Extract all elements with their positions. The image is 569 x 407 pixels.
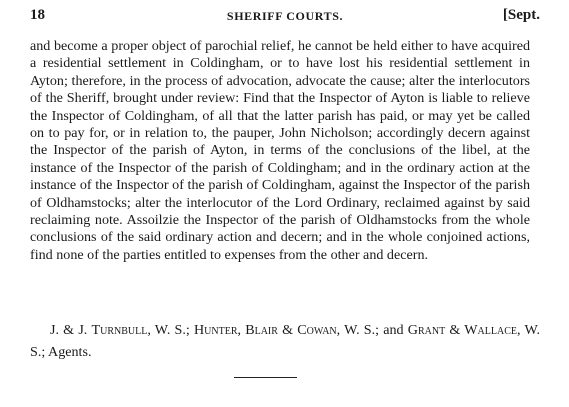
agent-firm-turnbull: Turnbull xyxy=(91,322,148,338)
section-divider-rule xyxy=(234,377,297,378)
body-paragraph: and become a proper object of parochial relief, he cannot be held either to have acquired a residential settlement in Coldingham, or to have lost his residential settlement in Ayton; therefore, in the process of advocation, advocate the cause; alter the interlocutors of the Sheriff, brought under review: Find that the Inspector of Ayton is liable to relieve the Inspector of Coldingham, of all that the latter parish has paid, or may yet be called on to pay for, or in relation to, the pauper, John Nicholson; accordingly decern against the Inspector of the parish of Ayton, in terms of the conclusions of the libel, at the instance of the Inspector of the parish of Coldingham; and in the ordinary action at the instance of the Inspector of the parish of Coldingham, against the Inspector of the parish of Oldhamstocks; alter the interlocutor of the Lord Ordinary, reclaimed against by said reclaiming note. Assoilzie the Inspector of the parish of Oldhamstocks from the whole conclusions of the said ordinary action and decern; and in the whole conjoined actions, find none of the parties entitled to expenses from the other and decern. xyxy=(30,38,530,263)
running-head xyxy=(30,7,540,29)
agents-separator-1: , W. S.; xyxy=(147,322,194,338)
running-title: SHERIFF COURTS. xyxy=(226,9,344,23)
agents-separator-2: , W. S.; and xyxy=(336,322,408,338)
agent-firm-grant-wallace: Grant & Wallace xyxy=(407,322,517,338)
agents-suffix: , W. S.; Agents. xyxy=(30,322,540,360)
agents-line xyxy=(30,320,540,363)
running-date: [Sept. xyxy=(502,7,540,23)
agents-prefix: J. & J. xyxy=(50,322,92,338)
page-number: 18 xyxy=(30,7,45,23)
agent-firm-hunter-blair-cowan: Hunter, Blair & Cowan xyxy=(193,322,337,338)
